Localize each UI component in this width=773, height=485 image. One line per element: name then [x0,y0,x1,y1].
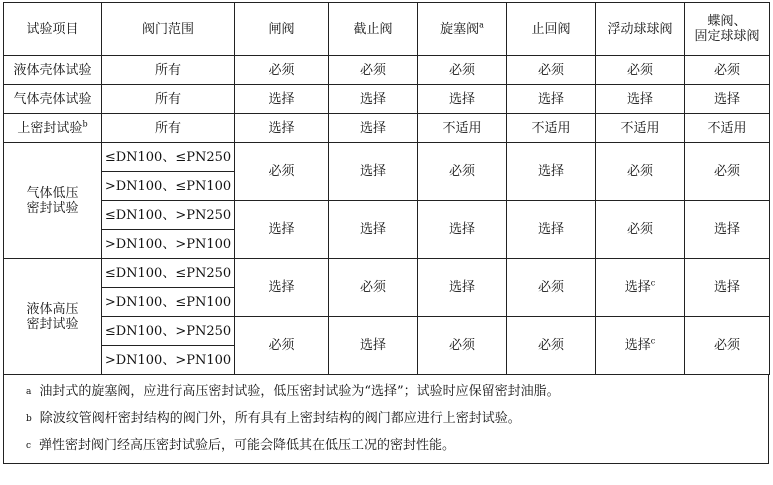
valve-test-table [3,2,770,375]
range-cell: ≤DN100、>PN250 [102,201,235,230]
cell-globe: 必须 [329,56,418,85]
cell-butterfly: 选择 [685,201,770,259]
header-plug-label: 旋塞阀 [440,21,480,37]
header-range: 阀门范围 [102,3,235,56]
cell-globe: 选择 [329,143,418,201]
row-name-note: b [82,119,88,129]
cell-butterfly: 必须 [685,317,770,375]
cell-floating-ball-value: 选择 [624,338,651,353]
row-name-line2: 密封试验 [26,316,79,332]
row-name-line2: 密封试验 [26,200,79,216]
header-butterfly-line2: 固定球球阀 [694,29,760,44]
header-butterfly-line1: 蝶阀、 [707,14,747,29]
row-name-cell [4,114,102,143]
row-name-line1: 液体高压 [26,301,79,317]
header-item: 试验项目 [4,3,102,56]
cell-plug: 选择 [418,85,507,114]
cell-plug: 必须 [418,56,507,85]
cell-floating-ball: 必须 [596,56,685,85]
row-name: 气体壳体试验 [4,85,102,114]
range-cell: ≤DN100、≤PN250 [102,259,235,288]
cell-gate: 选择 [235,114,329,143]
cell-butterfly: 必须 [685,143,770,201]
cell-plug: 选择 [418,259,507,317]
cell-butterfly: 必须 [685,56,770,85]
footnote-mark: c [26,441,32,451]
cell-floating-ball-note: c [650,278,656,288]
header-floating-ball: 浮动球球阀 [596,3,685,56]
header-plug-note: a [479,20,484,30]
cell-gate: 选择 [235,259,329,317]
range-cell: >DN100、>PN100 [102,346,235,375]
row-liquid-high-3 [4,317,770,346]
row-range: 所有 [102,56,235,85]
footnote-mark: a [26,387,32,397]
cell-check: 必须 [507,317,596,375]
cell-globe: 选择 [329,317,418,375]
header-butterfly [685,3,770,56]
header-plug [418,3,507,56]
cell-butterfly: 不适用 [685,114,770,143]
footnote-a [26,384,560,400]
range-cell: >DN100、>PN100 [102,230,235,259]
cell-floating-ball-note: c [650,336,656,346]
row-gas-shell [4,85,770,114]
cell-floating-ball: 必须 [596,143,685,201]
valve-test-table-container [3,2,769,464]
row-gas-low-3 [4,201,770,230]
cell-gate: 选择 [235,201,329,259]
header-row [4,3,770,56]
cell-butterfly: 选择 [685,85,770,114]
header-check: 止回阀 [507,3,596,56]
cell-check: 选择 [507,85,596,114]
footnote-b [26,411,521,427]
row-name: 上密封试验 [17,120,83,136]
footnote-c [26,438,455,454]
cell-globe: 选择 [329,201,418,259]
row-liquid-high-1 [4,259,770,288]
cell-gate: 必须 [235,317,329,375]
cell-plug: 选择 [418,201,507,259]
row-range: 所有 [102,114,235,143]
row-name-line1: 气体低压 [26,185,79,201]
cell-gate: 必须 [235,56,329,85]
header-globe: 截止阀 [329,3,418,56]
cell-globe: 选择 [329,114,418,143]
row-liquid-shell [4,56,770,85]
range-cell: >DN100、≤PN100 [102,172,235,201]
cell-floating-ball: 必须 [596,201,685,259]
cell-check: 不适用 [507,114,596,143]
cell-plug: 必须 [418,317,507,375]
row-name: 液体壳体试验 [4,56,102,85]
cell-butterfly: 选择 [685,259,770,317]
row-name-gas-low [4,143,102,259]
row-gas-low-1 [4,143,770,172]
cell-plug: 不适用 [418,114,507,143]
row-upper-seal [4,114,770,143]
row-name-liquid-high [4,259,102,375]
footnote-mark: b [26,414,32,424]
cell-floating-ball: 不适用 [596,114,685,143]
cell-globe: 必须 [329,259,418,317]
cell-globe: 选择 [329,85,418,114]
cell-check: 选择 [507,143,596,201]
cell-floating-ball-value: 选择 [624,280,651,295]
footnote-text: 油封式的旋塞阀，应进行高压密封试验，低压密封试验为“选择”；试验时应保留密封油脂。 [39,384,560,399]
range-cell: >DN100、≤PN100 [102,288,235,317]
cell-floating-ball [596,317,685,375]
footnote-text: 除波纹管阀杆密封结构的阀门外，所有具有上密封结构的阀门都应进行上密封试验。 [39,411,521,426]
cell-check: 必须 [507,56,596,85]
footnote-text: 弹性密封阀门经高压密封试验后，可能会降低其在低压工况的密封性能。 [39,438,456,453]
range-cell: ≤DN100、≤PN250 [102,143,235,172]
header-gate: 闸阀 [235,3,329,56]
table-footnotes [3,375,769,464]
cell-floating-ball [596,259,685,317]
cell-check: 选择 [507,201,596,259]
range-cell: ≤DN100、>PN250 [102,317,235,346]
row-range: 所有 [102,85,235,114]
cell-gate: 必须 [235,143,329,201]
cell-gate: 选择 [235,85,329,114]
cell-plug: 必须 [418,143,507,201]
cell-check: 必须 [507,259,596,317]
cell-floating-ball: 选择 [596,85,685,114]
